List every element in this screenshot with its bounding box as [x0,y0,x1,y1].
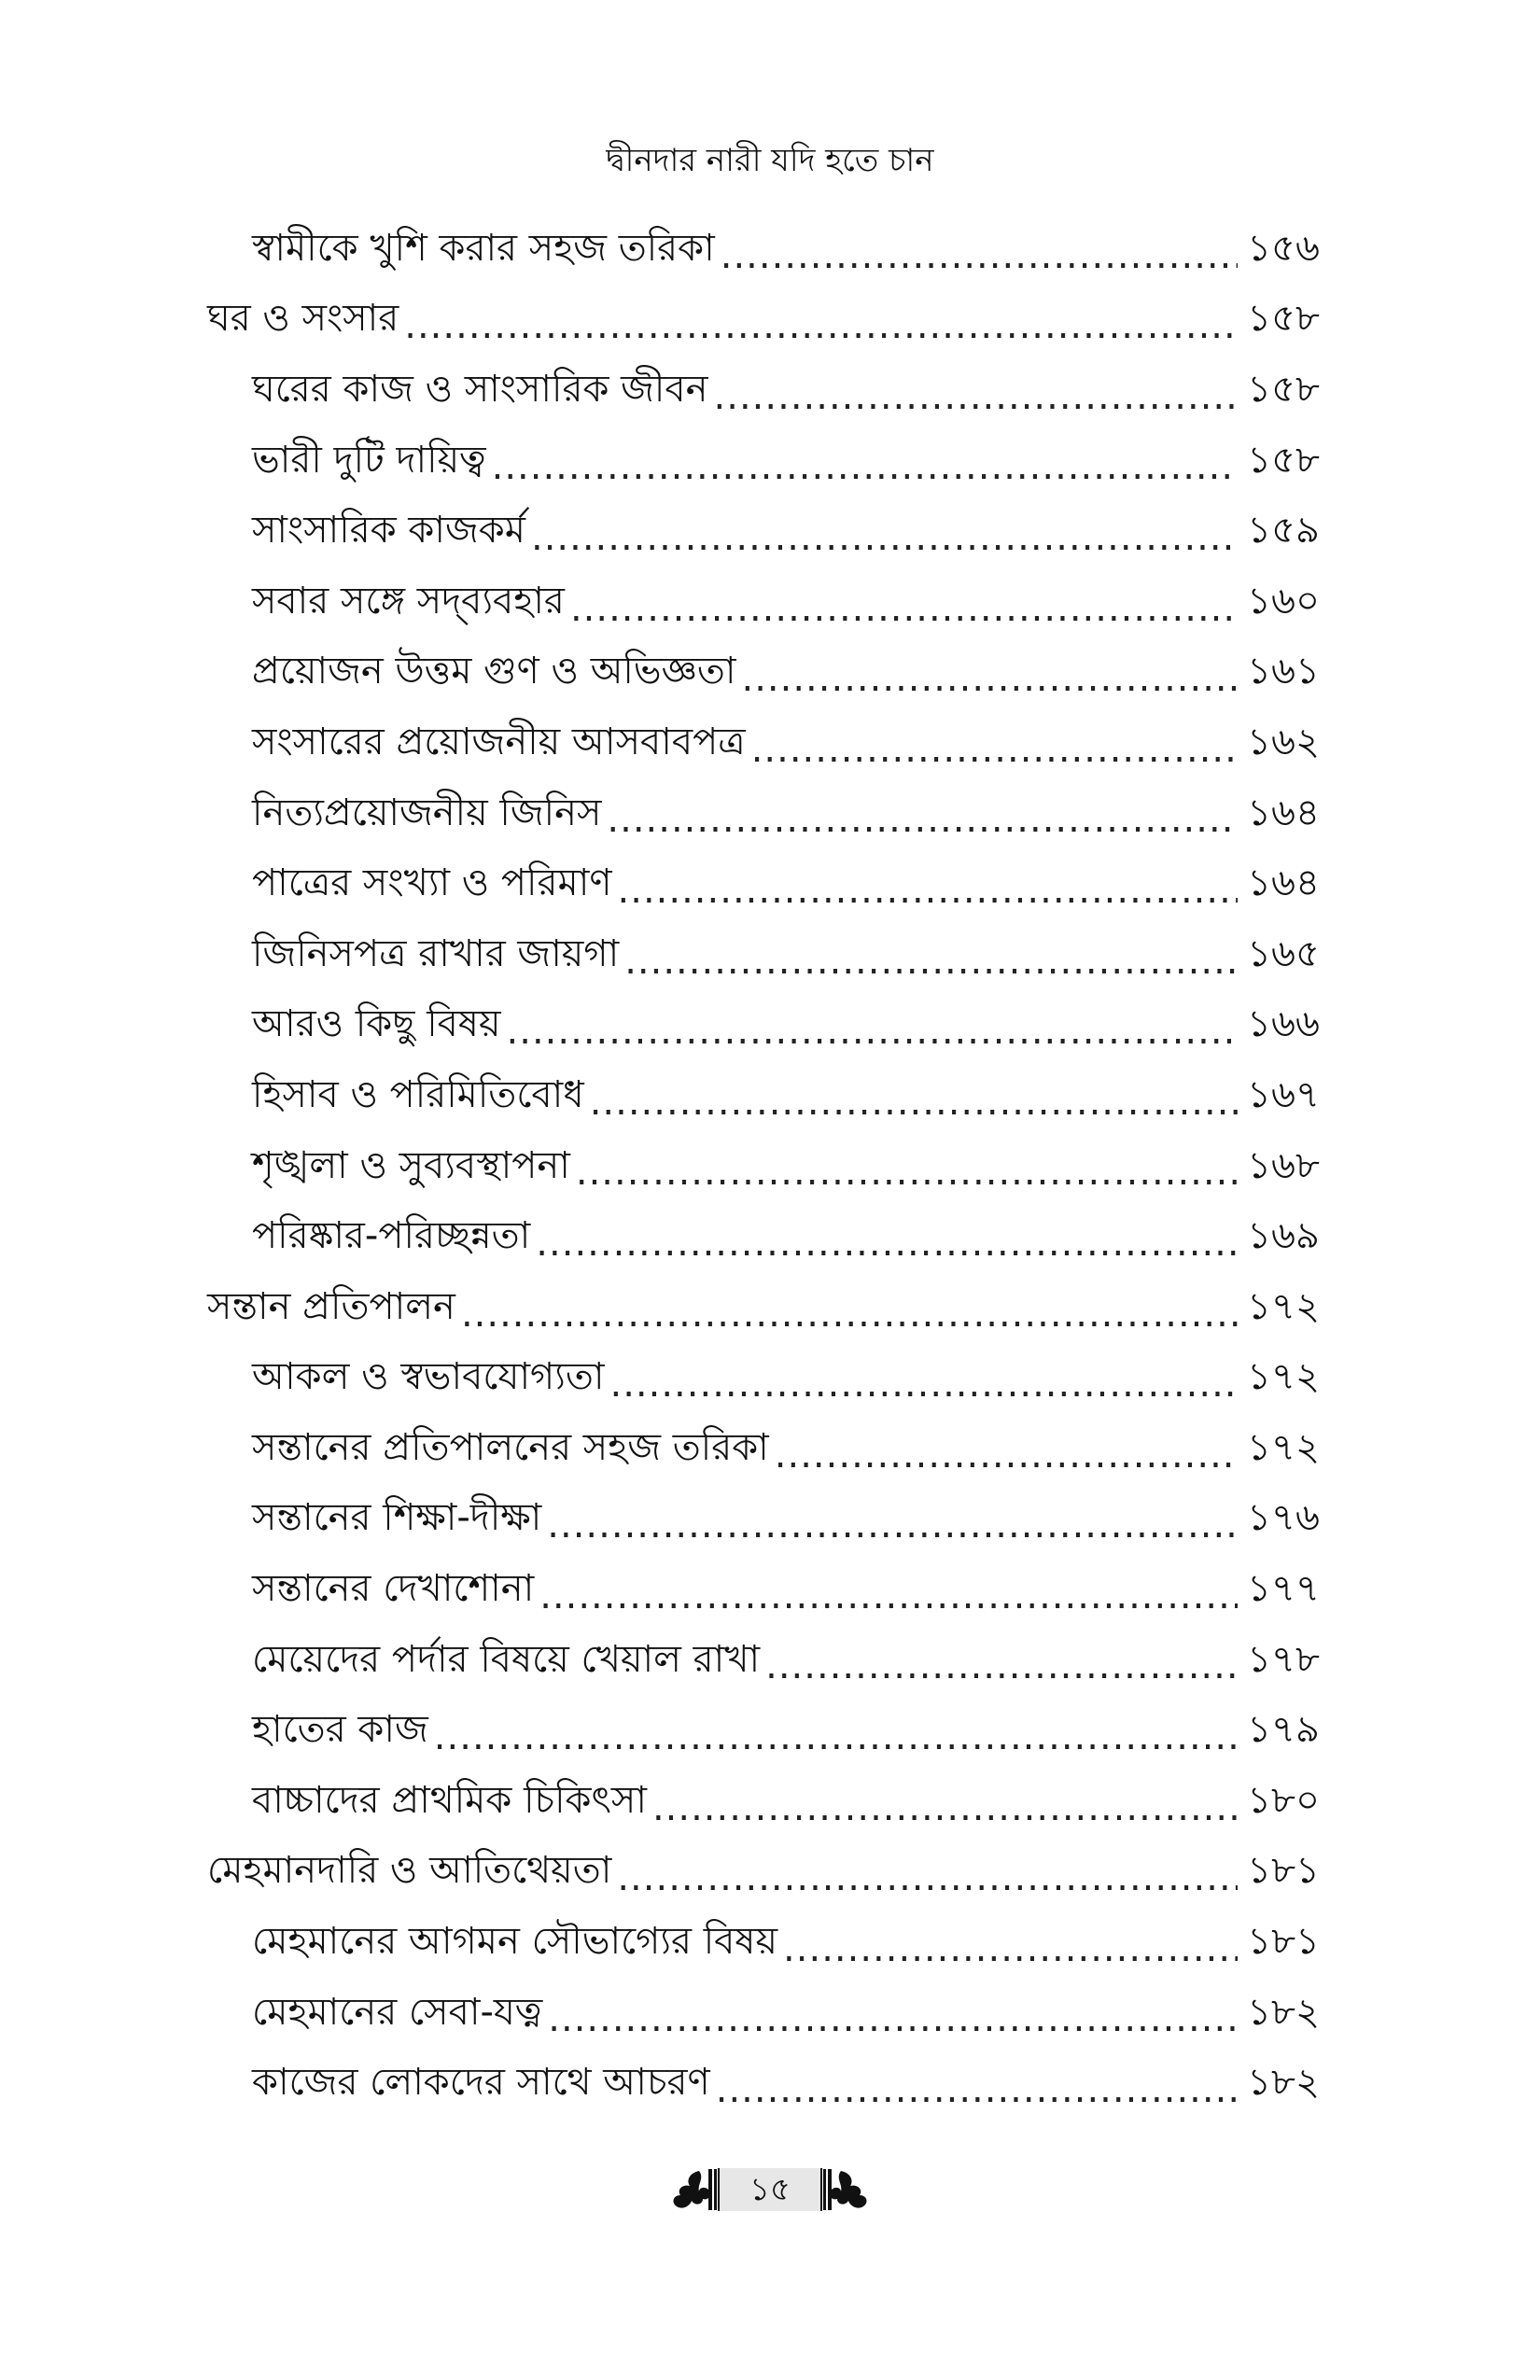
toc-subsection-row [0,707,1540,777]
toc-entry-title: সন্তানের দেখাশোনা [252,1567,535,1611]
page-footer [0,2163,1540,2216]
toc-subsection-row [0,2047,1540,2118]
toc-entry-page-number: ১৮১ [1247,1849,1320,1893]
toc-entry-title: মেহমানদারি ও আতিথেয়তা [207,1849,612,1893]
toc-entry [252,1412,1320,1483]
toc-entry-title: স্বামীকে খুশি করার সহজ তরিকা [252,226,715,270]
toc-entry-title: ঘর ও সংসার [207,297,399,341]
toc-entry-page-number: ১৮২ [1247,2061,1320,2105]
toc-entry-page-number: ১৭২ [1247,1284,1320,1328]
dot-leader [404,307,1238,354]
page-number: ১৫ [718,2168,822,2211]
toc-entry-page-number: ১৭২ [1247,1355,1320,1399]
dot-leader [536,1225,1238,1271]
toc-entry-title: নিত্যপ্রয়োজনীয় জিনিস [252,791,602,834]
toc-entry-page-number: ১৮০ [1247,1778,1320,1822]
toc-subsection-row [0,777,1540,848]
toc-entry-page-number: ১৭৬ [1247,1496,1320,1540]
toc-entry [252,1342,1320,1413]
toc-entry-title: আরও কিছু বিষয় [252,1002,501,1046]
toc-subsection-row [0,425,1540,496]
dot-leader [434,1718,1238,1765]
dot-leader [775,1436,1238,1483]
toc-subsection-row [0,1977,1540,2048]
toc-subsection-row [0,989,1540,1060]
toc-entry-page-number: ১৬০ [1247,579,1320,623]
toc-entry [252,495,1320,566]
dot-leader [548,2000,1238,2047]
toc-subsection-row [0,1694,1540,1765]
dot-leader [618,872,1238,918]
toc-entry [252,777,1320,848]
dot-leader [590,1084,1238,1130]
toc-entry [252,1694,1320,1765]
toc-entry-title: শৃঙ্খলা ও সুব্যবস্থাপনা [252,1143,570,1187]
toc-entry-page-number: ১৫৮ [1247,438,1320,482]
toc-entry [252,2047,1320,2118]
floral-ornament-right-icon [822,2163,878,2216]
dot-leader [617,1859,1238,1906]
toc-entry-title: ভারী দুটি দায়িত্ব [252,438,486,482]
toc-entry-title: প্রয়োজন উত্তম গুণ ও অভিজ্ঞতা [252,650,736,693]
toc-entry-title: সংসারের প্রয়োজনীয় আসবাবপত্র [252,720,746,763]
toc-entry [252,425,1320,496]
toc-subsection-row [0,637,1540,707]
toc-entry-title: আকল ও স্বভাবযোগ্যতা [252,1355,605,1399]
toc-entry-page-number: ১৬৮ [1247,1143,1320,1187]
toc-entry [252,847,1320,918]
toc-entry-page-number: ১৫৯ [1247,509,1320,553]
toc-entry-page-number: ১৭৯ [1247,1708,1320,1752]
toc-entry-page-number: ১৫৬ [1247,226,1320,270]
running-header: দ্বীনদার নারী যদি হতে চান [606,142,934,179]
toc-subsection-row [0,1059,1540,1130]
toc-entry [252,707,1320,777]
toc-entry [252,918,1320,989]
toc-entry-title: সন্তানের প্রতিপালনের সহজ তরিকা [252,1425,769,1469]
toc-entry-page-number: ১৬৭ [1247,1072,1320,1116]
dot-leader [539,1577,1238,1624]
toc-entry [252,1553,1320,1624]
dot-leader [716,2071,1238,2118]
toc-entry [252,1059,1320,1130]
toc-entry-title: মেহমানের সেবা-যত্ন [252,1990,543,2034]
toc-subsection-row [0,1624,1540,1695]
toc-entry [252,566,1320,637]
toc-entry-title: পরিষ্কার-পরিচ্ছন্নতা [252,1214,531,1258]
toc-entry-page-number: ১৭২ [1247,1425,1320,1469]
toc-entry-page-number: ১৭৮ [1247,1637,1320,1681]
toc-subsection-row [0,847,1540,918]
toc-entry-title: সবার সঙ্গে সদ্‌ব্যবহার [252,579,565,623]
toc-subsection-row [0,1200,1540,1271]
toc-entry [207,1836,1320,1907]
toc-entry-page-number: ১৬৪ [1247,861,1320,905]
toc-subsection-row [0,1553,1540,1624]
toc-subsection-row [0,495,1540,566]
toc-entry-page-number: ১৫৮ [1247,297,1320,341]
toc-entry-title: সন্তানের শিক্ষা-দীক্ষা [252,1496,542,1540]
toc-entry-page-number: ১৬২ [1247,720,1320,763]
toc-section-row [0,1836,1540,1907]
toc-subsection-row [0,1130,1540,1201]
toc-entry-title: সন্তান প্রতিপালন [207,1284,455,1328]
toc-entry-page-number: ১৬৯ [1247,1214,1320,1258]
dot-leader [721,237,1238,284]
toc-entry-page-number: ১৬৫ [1247,931,1320,975]
dot-leader [783,1930,1238,1977]
toc-entry-title: পাত্রের সংখ্যা ও পরিমাণ [252,861,612,905]
table-of-contents [0,213,1540,2118]
dot-leader [547,1506,1238,1553]
dot-leader [751,731,1238,777]
toc-entry-title: হিসাব ও পরিমিতিবোধ [252,1072,584,1116]
toc-entry-title: হাতের কাজ [252,1708,428,1752]
toc-entry [252,213,1320,284]
toc-entry [252,1200,1320,1271]
dot-leader [765,1647,1238,1694]
toc-subsection-row [0,1906,1540,1977]
dot-leader [607,801,1238,847]
dot-leader [652,1789,1238,1836]
toc-entry-page-number: ১৭৭ [1247,1567,1320,1611]
toc-entry [252,1624,1320,1695]
toc-subsection-row [0,354,1540,425]
toc-entry [252,1977,1320,2048]
toc-entry [252,637,1320,707]
toc-entry-title: কাজের লোকদের সাথে আচরণ [252,2061,710,2105]
dot-leader [570,590,1238,637]
toc-entry-page-number: ১৬৪ [1247,791,1320,834]
dot-leader [624,943,1238,989]
toc-entry-title: ঘরের কাজ ও সাংসারিক জীবন [252,367,708,411]
toc-entry-title: জিনিসপত্র রাখার জায়গা [252,931,620,975]
dot-leader [461,1295,1238,1342]
toc-entry [252,1130,1320,1201]
dot-leader [609,1365,1238,1412]
toc-entry [207,284,1320,355]
toc-subsection-row [0,213,1540,284]
dot-leader [741,660,1238,707]
toc-subsection-row [0,1412,1540,1483]
dot-leader [492,448,1238,495]
toc-entry-title: সাংসারিক কাজকর্ম [252,509,525,553]
toc-subsection-row [0,918,1540,989]
toc-entry-title: মেহমানের আগমন সৌভাগ্যের বিষয় [252,1920,778,1964]
toc-entry-page-number: ১৮১ [1247,1920,1320,1964]
floral-ornament-left-icon [662,2163,718,2216]
toc-subsection-row [0,566,1540,637]
toc-entry [252,1765,1320,1836]
toc-entry [252,354,1320,425]
dot-leader [507,1013,1238,1059]
toc-entry [252,1483,1320,1554]
dot-leader [531,519,1238,566]
toc-entry-title: বাচ্চাদের প্রাথমিক চিকিৎসা [252,1778,647,1822]
toc-entry [252,1906,1320,1977]
dot-leader [576,1154,1238,1200]
toc-section-row [0,284,1540,355]
toc-entry [207,1271,1320,1342]
toc-subsection-row [0,1342,1540,1413]
toc-subsection-row [0,1483,1540,1554]
toc-entry-page-number: ১৫৮ [1247,367,1320,411]
toc-entry-page-number: ১৬৬ [1247,1002,1320,1046]
toc-entry [252,989,1320,1060]
toc-entry-page-number: ১৬১ [1247,650,1320,693]
toc-section-row [0,1271,1540,1342]
toc-entry-title: মেয়েদের পর্দার বিষয়ে খেয়াল রাখা [252,1637,761,1681]
toc-subsection-row [0,1765,1540,1836]
dot-leader [714,378,1238,425]
toc-entry-page-number: ১৮২ [1247,1990,1320,2034]
